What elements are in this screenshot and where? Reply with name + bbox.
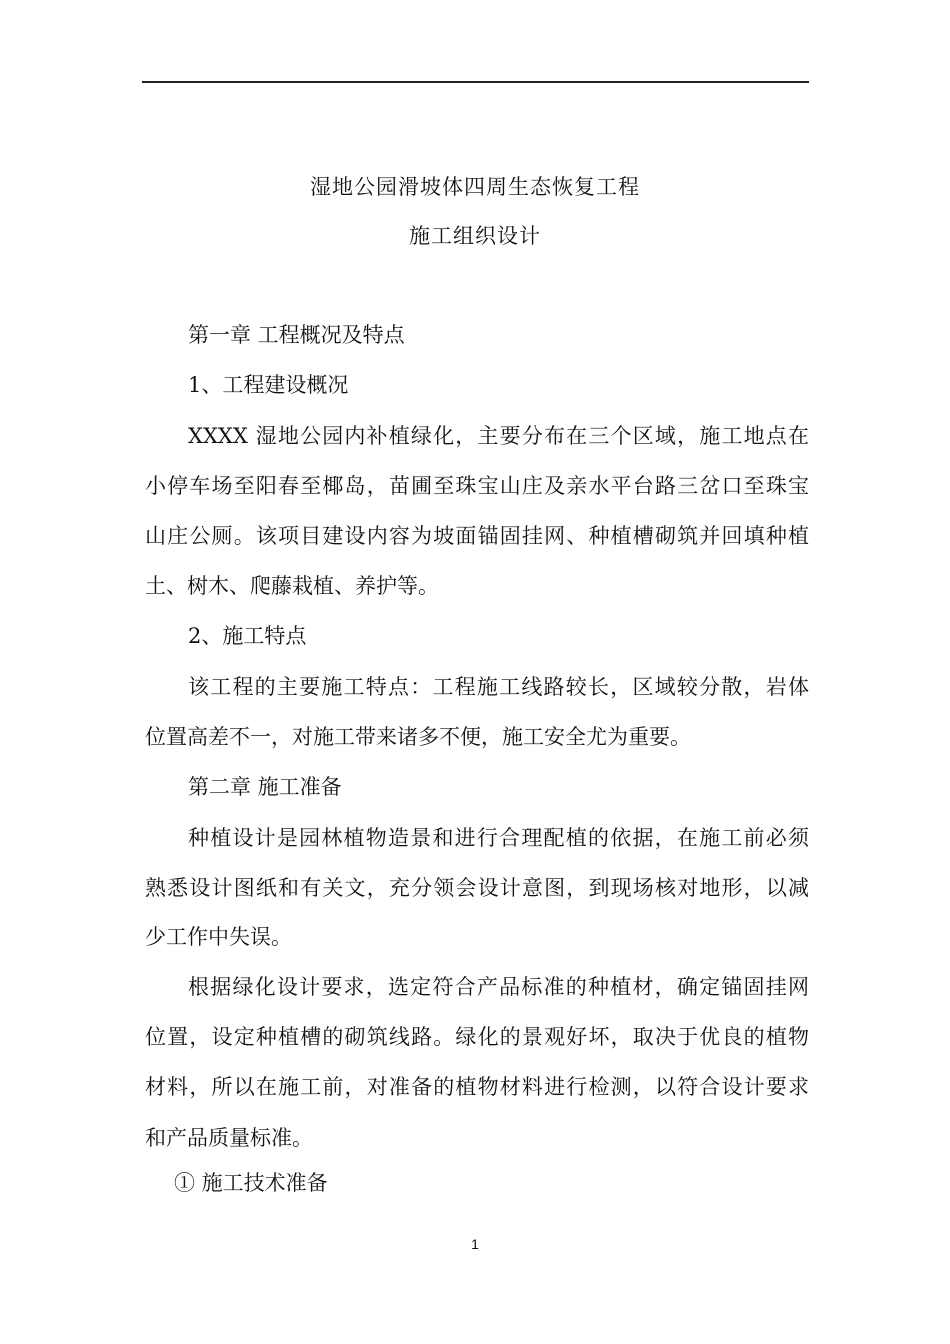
page-number: 1 <box>471 1236 479 1252</box>
paragraph-line: 位置，设定种植槽的砌筑线路。绿化的景观好坏，取决于优良的植物 <box>145 1025 809 1049</box>
paragraph-line: 山庄公厕。该项目建设内容为坡面锚固挂网、种植槽砌筑并回填种植 <box>145 524 809 548</box>
subsection-heading: ① 施工技术准备 <box>174 1171 328 1195</box>
section-1-heading: 1、工程建设概况 <box>188 373 349 397</box>
paragraph-line: 土、树木、爬藤栽植、养护等。 <box>145 574 439 598</box>
section-2-heading: 2、施工特点 <box>188 624 307 648</box>
chapter-2-heading: 第二章 施工准备 <box>188 775 342 799</box>
paragraph-line: 位置高差不一，对施工带来诸多不便，施工安全尤为重要。 <box>145 725 691 749</box>
paragraph-line: 根据绿化设计要求，选定符合产品标准的种植材，确定锚固挂网 <box>188 975 809 999</box>
paragraph-line: 种植设计是园林植物造景和进行合理配植的依据，在施工前必须 <box>188 826 809 850</box>
paragraph-line: 少工作中失误。 <box>145 925 292 949</box>
chapter-1-heading: 第一章 工程概况及特点 <box>188 323 405 347</box>
paragraph-line: 小停车场至阳春至椰岛，苗圃至珠宝山庄及亲水平台路三岔口至珠宝 <box>145 474 809 498</box>
paragraph-line: 熟悉设计图纸和有关文，充分领会设计意图，到现场核对地形，以减 <box>145 876 809 900</box>
paragraph-line: XXXX 湿地公园内补植绿化，主要分布在三个区域，施工地点在 <box>188 424 809 448</box>
document-subtitle: 施工组织设计 <box>409 224 541 248</box>
document-title: 湿地公园滑坡体四周生态恢复工程 <box>310 175 640 199</box>
paragraph-line: 该工程的主要施工特点：工程施工线路较长，区域较分散，岩体 <box>188 675 809 699</box>
paragraph-line: 和产品质量标准。 <box>145 1126 313 1150</box>
paragraph-line: 材料，所以在施工前，对准备的植物材料进行检测，以符合设计要求 <box>145 1075 809 1099</box>
header-rule <box>142 81 809 83</box>
